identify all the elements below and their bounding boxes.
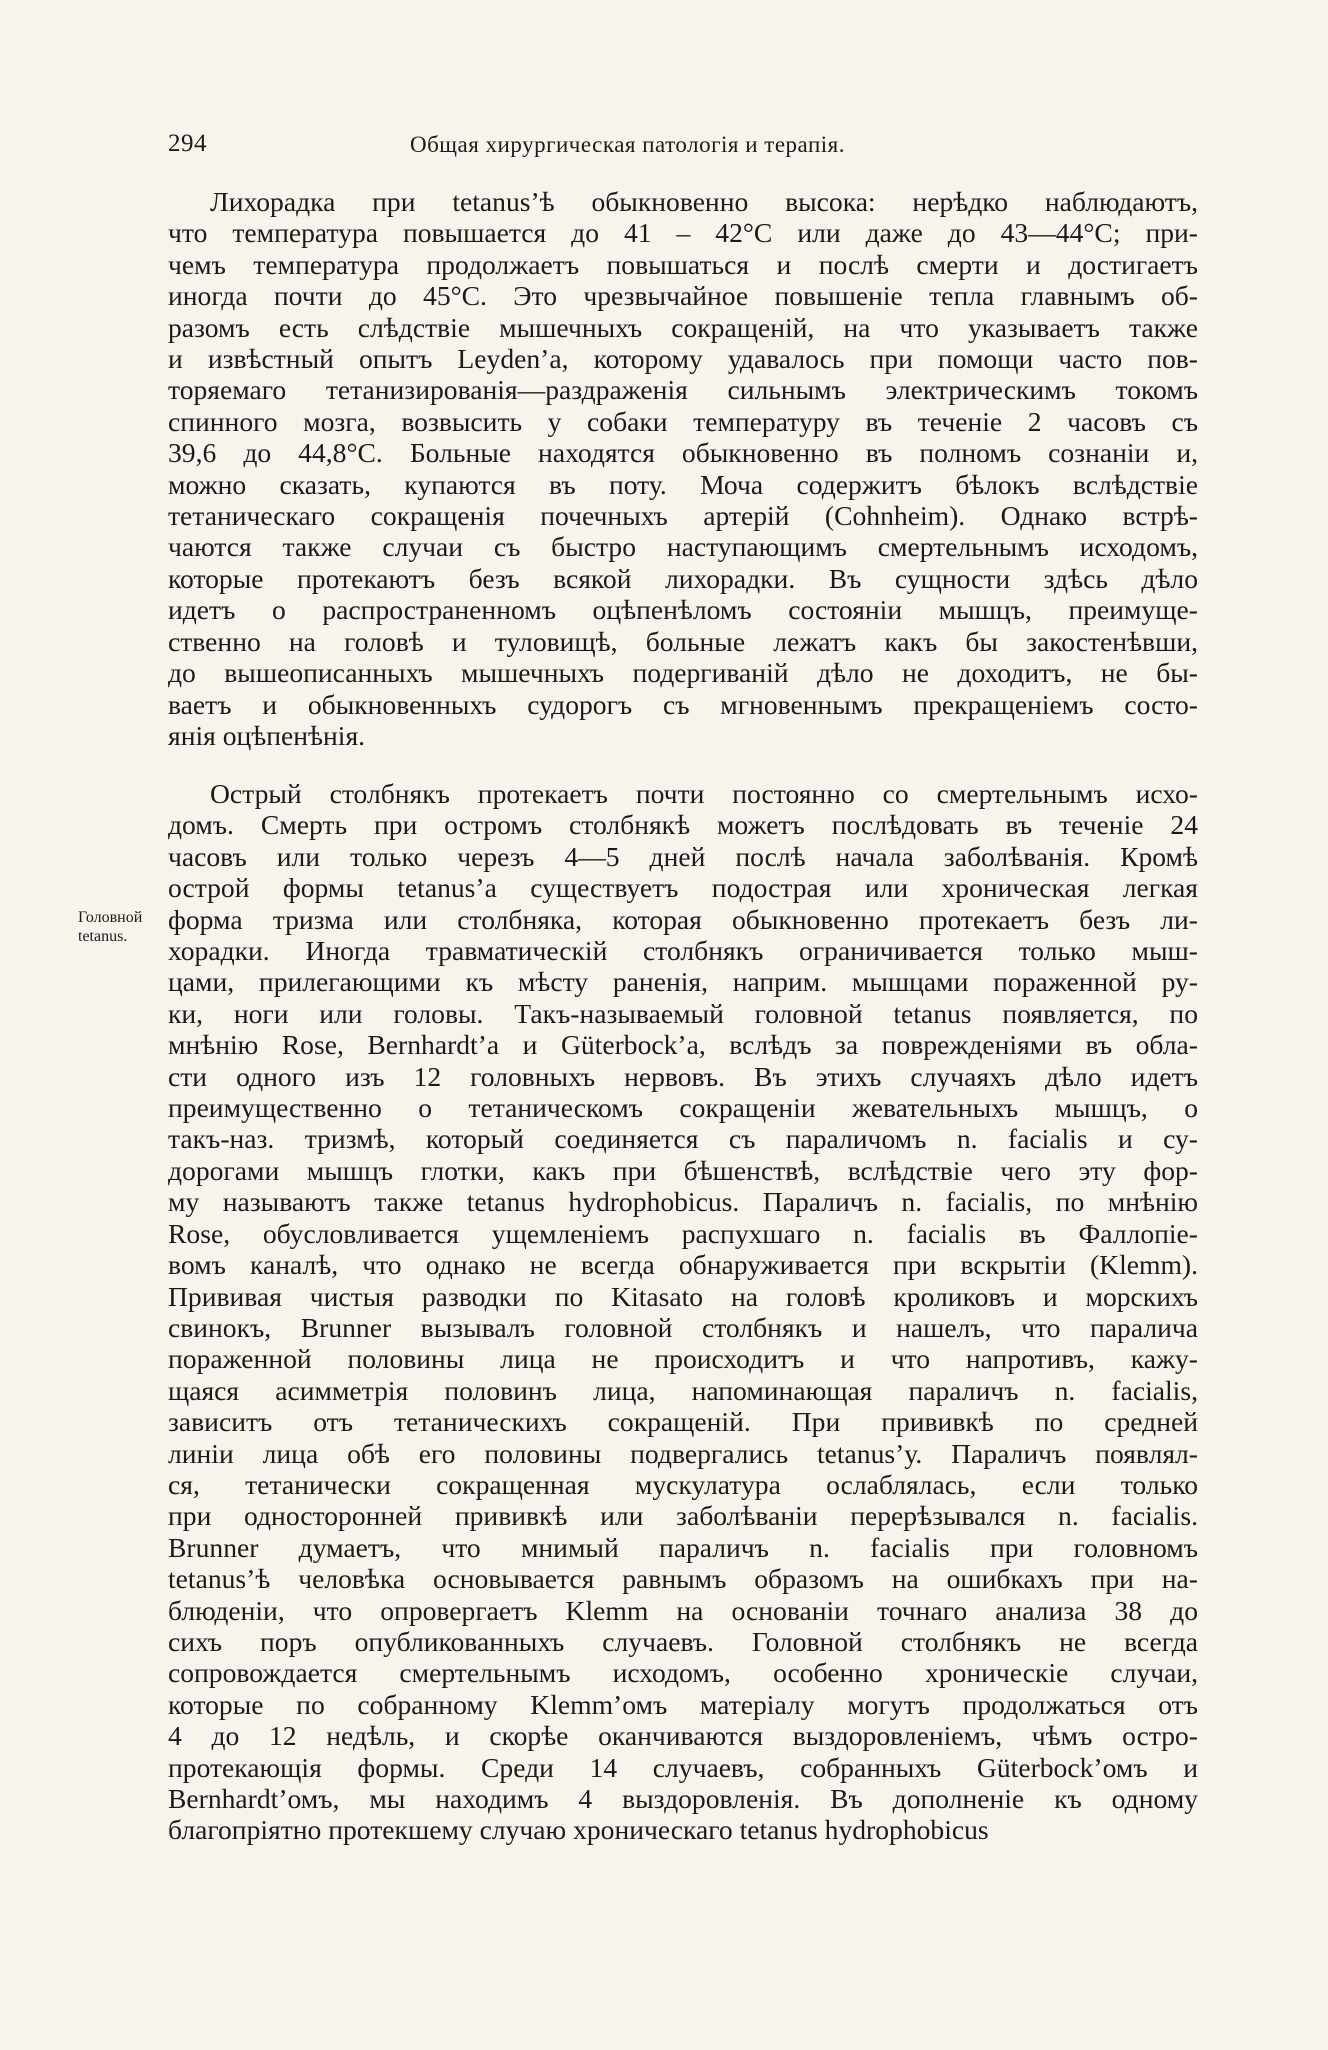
text-line: сопровождается смертельнымъ исходомъ, особенно хроническіе случаи, — [168, 1657, 1198, 1689]
text-line: острой формы tetanus’a существуетъ подострая или хроническая легкая — [168, 872, 1198, 904]
margin-note-head-tetanus — [78, 908, 164, 946]
text-line: ваетъ и обыкновенныхъ судорогъ съ мгновеннымъ прекращеніемъ состо- — [168, 688, 1198, 720]
text-line: пораженной половины лица не происходитъ и что напротивъ, кажу- — [168, 1343, 1198, 1375]
text-line: иногда почти до 45°С. Это чрезвычайное повышеніе тепла главнымъ об- — [168, 280, 1198, 312]
text-line: свинокъ, Brunner вызывалъ головной столбнякъ и нашелъ, что паралича — [168, 1311, 1198, 1343]
text-line: 4 до 12 недѣль, и скорѣе оканчиваются выздоровленіемъ, чѣмъ остро- — [168, 1720, 1198, 1752]
text-line: разомъ есть слѣдствіе мышечныхъ сокращеній, на что указываетъ также — [168, 311, 1198, 343]
text-line: благопріятно протекшему случаю хроническаго tetanus hydrophobicus — [168, 1814, 989, 1846]
text-line: сти одного изъ 12 головныхъ нервовъ. Въ этихъ случаяхъ дѣло идетъ — [168, 1060, 1198, 1092]
text-line: ственно на головѣ и туловищѣ, больные лежатъ какъ бы закостенѣвши, — [168, 625, 1198, 657]
text-line: которые по собранному Klemm’омъ матеріалу могутъ продолжаться отъ — [168, 1688, 1198, 1720]
text-line: ся, тетанически сокращенная мускулатура ослаблялась, если только — [168, 1468, 1198, 1500]
margin-note-line: Головной — [78, 909, 143, 926]
text-line: чаются также случаи съ быстро наступающимъ смертельнымъ исходомъ, — [168, 531, 1198, 563]
text-line: часовъ или только черезъ 4—5 дней послѣ начала заболѣванія. Кромѣ — [168, 840, 1198, 872]
text-line: Bernhardt’омъ, мы находимъ 4 выздоровленія. Въ дополненіе къ одному — [168, 1783, 1198, 1814]
text-line: щаяся асимметрія половинъ лица, напоминающая параличъ n. facialis, — [168, 1374, 1198, 1406]
text-line: до вышеописанныхъ мышечныхъ подергиваній дѣло не доходитъ, не бы- — [168, 657, 1198, 689]
text-line: янія оцѣпенѣнія. — [168, 719, 366, 751]
text-line: вомъ каналѣ, что однако не всегда обнаруживается при вскрытіи (Klemm). — [168, 1249, 1198, 1281]
text-line: Rose, обусловливается ущемленіемъ распухшаго n. facialis въ Фаллопіе- — [168, 1217, 1198, 1249]
text-line: дорогами мышцъ глотки, какъ при бѣшенствѣ, вслѣдствіе чего эту фор- — [168, 1154, 1198, 1186]
text-line: ки, ноги или головы. Такъ-называемый головной tetanus появляется, по — [168, 997, 1198, 1029]
text-line: торяемаго тетанизированія—раздраженія сильнымъ электрическимъ токомъ — [168, 374, 1198, 406]
text-line: цами, прилегающими къ мѣсту раненія, наприм. мышцами пораженной ру- — [168, 966, 1198, 998]
text-line: спинного мозга, возвысить у собаки температуру въ теченіе 2 часовъ съ — [168, 405, 1198, 437]
text-line: линіи лица обѣ его половины подвергались tetanus’у. Параличъ появлял- — [168, 1437, 1198, 1469]
text-line: такъ-наз. тризмѣ, который соединяется съ параличомъ n. facialis и су- — [168, 1123, 1198, 1155]
text-line: зависитъ отъ тетаническихъ сокращеній. При прививкѣ по средней — [168, 1406, 1198, 1438]
text-line: Brunner думаетъ, что мнимый параличъ n. facialis при головномъ — [168, 1531, 1198, 1563]
text-line: что температура повышается до 41 – 42°С или даже до 43—44°С; при- — [168, 217, 1198, 249]
text-line: Лихорадка при tetanus’ѣ обыкновенно высока: нерѣдко наблюдаютъ, — [210, 186, 1198, 217]
text-line: сихъ поръ опубликованныхъ случаевъ. Головной столбнякъ не всегда — [168, 1625, 1198, 1657]
text-line: tetanus’ѣ человѣка основывается равнымъ образомъ на ошибкахъ при на- — [168, 1563, 1198, 1595]
page-number: 294 — [168, 130, 207, 157]
margin-note-line: tetanus. — [78, 928, 128, 945]
paragraph-acute-tetanus — [168, 778, 1198, 1846]
text-line: мнѣнію Rose, Bernhardt’a и Güterbock’a, вслѣдъ за поврежденіями въ обла- — [168, 1029, 1198, 1061]
text-line: Прививая чистыя разводки по Kitasato на головѣ кроликовъ и морскихъ — [168, 1280, 1198, 1312]
text-line: преимущественно о тетаническомъ сокращеніи жевательныхъ мышцъ, о — [168, 1092, 1198, 1124]
text-line: Острый столбнякъ протекаетъ почти постоянно со смертельнымъ исхо- — [210, 778, 1198, 809]
text-line: 39,6 до 44,8°С. Больные находятся обыкновенно въ полномъ сознаніи и, — [168, 437, 1198, 469]
text-line: которые протекаютъ безъ всякой лихорадки. Въ сущности здѣсь дѣло — [168, 562, 1198, 594]
text-line: протекающія формы. Среди 14 случаевъ, собранныхъ Güterbock’омъ и — [168, 1751, 1198, 1783]
text-line: можно сказать, купаются въ поту. Моча содержитъ бѣлокъ вслѣдствіе — [168, 468, 1198, 500]
text-line: хорадки. Иногда травматическій столбнякъ ограничивается только мыш- — [168, 935, 1198, 967]
text-line: блюденіи, что опровергаетъ Klemm на основаніи точнаго анализа 38 до — [168, 1594, 1198, 1626]
text-line: форма тризма или столбняка, которая обыкновенно протекаетъ безъ ли- — [168, 903, 1198, 935]
running-title: Общая хирургическая патологія и терапія. — [410, 132, 845, 157]
text-line: и извѣстный опытъ Leyden’a, которому удавалось при помощи часто пов- — [168, 343, 1198, 375]
text-line: тетаническаго сокращенія почечныхъ артерій (Cohnheim). Однако встрѣ- — [168, 500, 1198, 532]
text-line: му называютъ также tetanus hydrophobicus. Параличъ n. facialis, по мнѣнію — [168, 1186, 1198, 1218]
text-line: домъ. Смерть при остромъ столбнякѣ можетъ послѣдовать въ теченіе 24 — [168, 809, 1198, 841]
text-line: идетъ о распространенномъ оцѣпенѣломъ состояніи мышцъ, преимуще- — [168, 594, 1198, 626]
paragraph-fever — [168, 186, 1198, 751]
text-line: чемъ температура продолжаетъ повышаться и послѣ смерти и достигаетъ — [168, 248, 1198, 280]
text-line: при односторонней прививкѣ или заболѣваніи перерѣзывался n. facialis. — [168, 1500, 1198, 1532]
